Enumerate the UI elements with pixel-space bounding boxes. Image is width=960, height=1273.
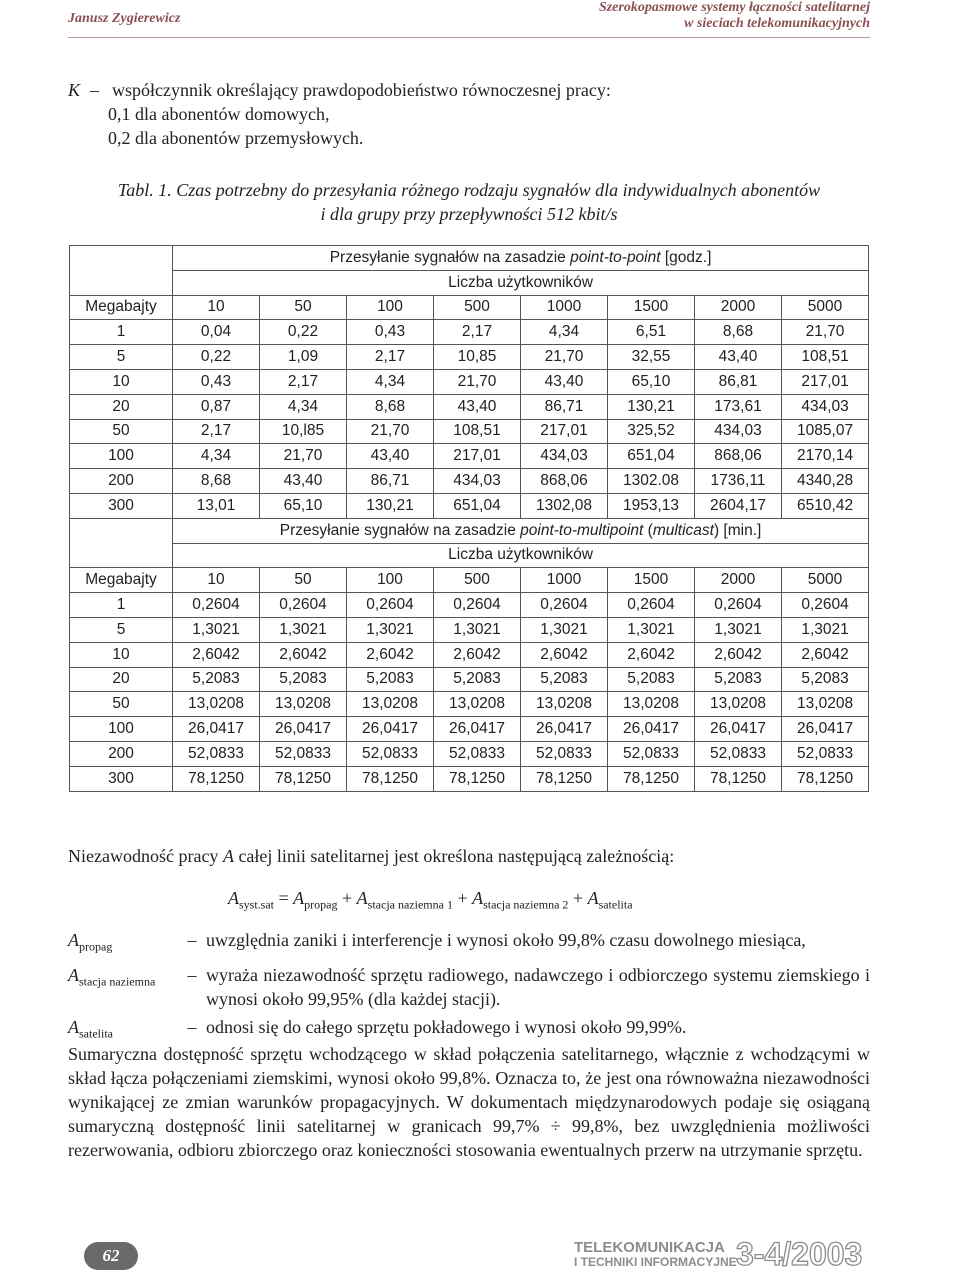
- value-cell: 2,17: [260, 369, 347, 394]
- value-cell: 10,85: [434, 345, 521, 370]
- value-cell: 868,06: [521, 469, 608, 494]
- value-cell: 5,2083: [434, 667, 521, 692]
- issue-number: 3-4/2003: [736, 1236, 863, 1272]
- megabytes-cell: 10: [70, 642, 173, 667]
- value-cell: 8,68: [347, 394, 434, 419]
- megabytes-cell: 100: [70, 717, 173, 742]
- table-corner: [70, 518, 173, 568]
- k-definition: [68, 78, 611, 150]
- value-cell: 86,71: [347, 469, 434, 494]
- value-cell: 52,0833: [782, 741, 869, 766]
- table-row: [70, 741, 869, 766]
- value-cell: 1,3021: [608, 617, 695, 642]
- megabytes-cell: 300: [70, 766, 173, 791]
- value-cell: 52,0833: [608, 741, 695, 766]
- value-cell: 0,43: [173, 369, 260, 394]
- value-cell: 86,81: [695, 369, 782, 394]
- value-cell: 52,0833: [347, 741, 434, 766]
- value-cell: 13,01: [173, 493, 260, 518]
- value-cell: 21,70: [521, 345, 608, 370]
- value-cell: 5,2083: [695, 667, 782, 692]
- table-caption: [68, 178, 870, 226]
- magazine-name: TELEKOMUNIKACJA I TECHNIKI INFORMACYJNE: [574, 1239, 737, 1269]
- value-cell: 0,2604: [173, 593, 260, 618]
- value-cell: 43,40: [260, 469, 347, 494]
- value-cell: 13,0208: [782, 692, 869, 717]
- value-cell: 0,2604: [782, 593, 869, 618]
- value-cell: 130,21: [608, 394, 695, 419]
- value-cell: 21,70: [434, 369, 521, 394]
- value-cell: 26,0417: [347, 717, 434, 742]
- value-cell: 1,3021: [434, 617, 521, 642]
- section2-users-header: 1500: [608, 568, 695, 593]
- value-cell: 1085,07: [782, 419, 869, 444]
- megabytes-cell: 1: [70, 320, 173, 345]
- value-cell: 86,71: [521, 394, 608, 419]
- value-cell: 2,17: [347, 345, 434, 370]
- value-cell: 868,06: [695, 444, 782, 469]
- section1-mb-label: Megabajty: [70, 295, 173, 320]
- value-cell: 13,0208: [608, 692, 695, 717]
- section2-users-header: 500: [434, 568, 521, 593]
- k-line-domestic: 0,1 dla abonentów domowych,: [108, 104, 330, 124]
- table-row: [70, 692, 869, 717]
- table-row: [70, 469, 869, 494]
- value-cell: 52,0833: [521, 741, 608, 766]
- section1-users-header: 100: [347, 295, 434, 320]
- value-cell: 65,10: [260, 493, 347, 518]
- table-row: [70, 493, 869, 518]
- value-cell: 0,43: [347, 320, 434, 345]
- value-cell: 1,3021: [347, 617, 434, 642]
- value-cell: 1,3021: [782, 617, 869, 642]
- value-cell: 6,51: [608, 320, 695, 345]
- reliability-definitions: [68, 928, 870, 1049]
- megabytes-cell: 200: [70, 469, 173, 494]
- value-cell: 1,3021: [260, 617, 347, 642]
- value-cell: 5,2083: [347, 667, 434, 692]
- value-cell: 0,22: [260, 320, 347, 345]
- value-cell: 2,6042: [173, 642, 260, 667]
- value-cell: 0,2604: [260, 593, 347, 618]
- value-cell: 4340,28: [782, 469, 869, 494]
- megabytes-cell: 100: [70, 444, 173, 469]
- value-cell: 26,0417: [521, 717, 608, 742]
- value-cell: 78,1250: [521, 766, 608, 791]
- table-row: [70, 667, 869, 692]
- section1-users-header: 2000: [695, 295, 782, 320]
- k-text: współczynnik określający prawdopodobieństwo równoczesnej pracy:: [112, 80, 611, 100]
- table-row: [70, 394, 869, 419]
- value-cell: 2,17: [434, 320, 521, 345]
- running-header-title-line1: Szerokopasmowe systemy łączności satelitarnej: [598, 0, 870, 15]
- value-cell: 78,1250: [782, 766, 869, 791]
- value-cell: 78,1250: [260, 766, 347, 791]
- table-row: [70, 766, 869, 791]
- value-cell: 434,03: [782, 394, 869, 419]
- value-cell: 21,70: [260, 444, 347, 469]
- value-cell: 0,2604: [521, 593, 608, 618]
- k-dash: –: [90, 80, 99, 100]
- value-cell: 78,1250: [434, 766, 521, 791]
- value-cell: 32,55: [608, 345, 695, 370]
- value-cell: 13,0208: [521, 692, 608, 717]
- value-cell: 65,10: [608, 369, 695, 394]
- megabytes-cell: 50: [70, 692, 173, 717]
- value-cell: 651,04: [434, 493, 521, 518]
- value-cell: 108,51: [782, 345, 869, 370]
- section1-users-header: 500: [434, 295, 521, 320]
- table-caption-line1: Tabl. 1. Czas potrzebny do przesyłania różnego rodzaju sygnałów dla indywidualnych abonentów: [117, 180, 821, 200]
- section2-users-header: 50: [260, 568, 347, 593]
- value-cell: 1,09: [260, 345, 347, 370]
- value-cell: 8,68: [173, 469, 260, 494]
- table-row: [70, 717, 869, 742]
- section1-users-header: 50: [260, 295, 347, 320]
- section1-users-header: 5000: [782, 295, 869, 320]
- value-cell: 217,01: [521, 419, 608, 444]
- value-cell: 26,0417: [173, 717, 260, 742]
- table-row: [70, 345, 869, 370]
- table-row: [70, 593, 869, 618]
- value-cell: 26,0417: [782, 717, 869, 742]
- reliability-intro: Niezawodność pracy A całej linii satelitarnej jest określona następującą zależnością:: [68, 846, 675, 866]
- table-row: [70, 369, 869, 394]
- table-row: [70, 444, 869, 469]
- value-cell: 78,1250: [695, 766, 782, 791]
- value-cell: 26,0417: [608, 717, 695, 742]
- value-cell: 2,17: [173, 419, 260, 444]
- value-cell: 2,6042: [608, 642, 695, 667]
- value-cell: 6510,42: [782, 493, 869, 518]
- value-cell: 13,0208: [173, 692, 260, 717]
- megabytes-cell: 200: [70, 741, 173, 766]
- megabytes-cell: 50: [70, 419, 173, 444]
- megabytes-cell: 300: [70, 493, 173, 518]
- value-cell: 1,3021: [521, 617, 608, 642]
- value-cell: 10,l85: [260, 419, 347, 444]
- k-symbol: K: [68, 80, 81, 100]
- section1-users-header: 1500: [608, 295, 695, 320]
- section1-users-header: 10: [173, 295, 260, 320]
- value-cell: 0,2604: [347, 593, 434, 618]
- megabytes-cell: 20: [70, 667, 173, 692]
- value-cell: 4,34: [521, 320, 608, 345]
- value-cell: 78,1250: [608, 766, 695, 791]
- section2-users-header: 1000: [521, 568, 608, 593]
- table-row: [70, 419, 869, 444]
- table-row: [70, 642, 869, 667]
- value-cell: 5,2083: [782, 667, 869, 692]
- value-cell: 651,04: [608, 444, 695, 469]
- definition-satelita: $A_{satelita}$ – odnosi się do całego sprzętu pokładowego i wynosi około 99,99%.: [68, 1016, 687, 1041]
- section2-users-header: 100: [347, 568, 434, 593]
- value-cell: 21,70: [782, 320, 869, 345]
- value-cell: 0,22: [173, 345, 260, 370]
- value-cell: 1,3021: [695, 617, 782, 642]
- section1-users-label: Liczba użytkowników: [173, 270, 869, 295]
- value-cell: 26,0417: [260, 717, 347, 742]
- section2-users-header: 5000: [782, 568, 869, 593]
- value-cell: 5,2083: [173, 667, 260, 692]
- definition-stacja-naziemna: $A_{stacja naziemna}$ – wyraża niezawodność sprzętu radiowego, nadawczego i odbiorczego systemu ziemskiego i wynosi około 99,95% (dla każdej stacji).: [68, 964, 870, 1009]
- running-header-author: Janusz Zygierewicz: [68, 11, 181, 26]
- value-cell: 2,6042: [782, 642, 869, 667]
- value-cell: 0,04: [173, 320, 260, 345]
- megabytes-cell: 5: [70, 617, 173, 642]
- value-cell: 217,01: [434, 444, 521, 469]
- value-cell: 52,0833: [434, 741, 521, 766]
- value-cell: 13,0208: [347, 692, 434, 717]
- value-cell: 2,6042: [695, 642, 782, 667]
- value-cell: 2,6042: [347, 642, 434, 667]
- value-cell: 26,0417: [434, 717, 521, 742]
- table-corner: [70, 246, 173, 296]
- table-row: [70, 617, 869, 642]
- page-number: 62: [84, 1242, 138, 1270]
- megabytes-cell: 20: [70, 394, 173, 419]
- value-cell: 1302,08: [521, 493, 608, 518]
- value-cell: 4,34: [347, 369, 434, 394]
- value-cell: 108,51: [434, 419, 521, 444]
- value-cell: 13,0208: [260, 692, 347, 717]
- value-cell: 434,03: [695, 419, 782, 444]
- value-cell: 1953,13: [608, 493, 695, 518]
- running-header-title-line2: w sieciach telekomunikacyjnych: [684, 16, 870, 31]
- value-cell: 2,6042: [521, 642, 608, 667]
- value-cell: 43,40: [695, 345, 782, 370]
- value-cell: 43,40: [521, 369, 608, 394]
- value-cell: 21,70: [347, 419, 434, 444]
- value-cell: 5,2083: [608, 667, 695, 692]
- value-cell: 0,87: [173, 394, 260, 419]
- value-cell: 78,1250: [173, 766, 260, 791]
- value-cell: 2,6042: [260, 642, 347, 667]
- value-cell: 0,2604: [695, 593, 782, 618]
- section1-title: Przesyłanie sygnałów na zasadzie point-to-point [godz.]: [173, 246, 869, 271]
- value-cell: 52,0833: [173, 741, 260, 766]
- value-cell: 1736,11: [695, 469, 782, 494]
- section2-mb-label: Megabajty: [70, 568, 173, 593]
- value-cell: 2170,14: [782, 444, 869, 469]
- value-cell: 0,2604: [608, 593, 695, 618]
- value-cell: 5,2083: [260, 667, 347, 692]
- value-cell: 130,21: [347, 493, 434, 518]
- section1-users-header: 1000: [521, 295, 608, 320]
- value-cell: 173,61: [695, 394, 782, 419]
- table-row: [70, 320, 869, 345]
- value-cell: 1,3021: [173, 617, 260, 642]
- megabytes-cell: 10: [70, 369, 173, 394]
- value-cell: 2604,17: [695, 493, 782, 518]
- value-cell: 4,34: [260, 394, 347, 419]
- running-header-title: [599, 0, 870, 32]
- value-cell: 26,0417: [695, 717, 782, 742]
- value-cell: 325,52: [608, 419, 695, 444]
- k-line-industrial: 0,2 dla abonentów przemysłowych.: [108, 128, 364, 148]
- table-caption-line2: i dla grupy przy przepływności 512 kbit/s: [320, 204, 618, 224]
- header-rule: [68, 37, 870, 38]
- value-cell: 0,2604: [434, 593, 521, 618]
- section2-users-header: 10: [173, 568, 260, 593]
- reliability-formula: $A_{syst.sat} = A_{propag} + A_{stacja naziemna 1} + A_{stacja naziemna 2} + A_{satelita}$: [228, 888, 633, 912]
- value-cell: 78,1250: [347, 766, 434, 791]
- section2-users-header: 2000: [695, 568, 782, 593]
- section2-users-label: Liczba użytkowników: [173, 543, 869, 568]
- value-cell: 52,0833: [260, 741, 347, 766]
- value-cell: 43,40: [347, 444, 434, 469]
- transfer-time-table: [69, 245, 869, 792]
- value-cell: 8,68: [695, 320, 782, 345]
- value-cell: 217,01: [782, 369, 869, 394]
- megabytes-cell: 5: [70, 345, 173, 370]
- value-cell: 5,2083: [521, 667, 608, 692]
- value-cell: 1302.08: [608, 469, 695, 494]
- definition-propag: $A_{propag}$ – uwzględnia zaniki i interferencje i wynosi około 99,8% czasu dowolnego miesiąca,: [68, 930, 806, 954]
- section2-title: Przesyłanie sygnałów na zasadzie point-to-multipoint (multicast) [min.]: [173, 518, 869, 543]
- value-cell: 2,6042: [434, 642, 521, 667]
- value-cell: 13,0208: [695, 692, 782, 717]
- availability-paragraph: Sumaryczna dostępność sprzętu wchodzącego w skład połączenia satelitarnego, włącznie z wchodzącymi w skład łącza połączeniami ziemskimi, wynosi około 99,8%. Oznacza to, że jest ona równoważna niezawodności wynikającej ze zmian warunków propagacyjnych. W dokumentach międzynarodowych podaje się osiąganą sumaryczną dostępność linii satelitarnej w granicach 99,7% ÷ 99,8%, bez uwzględnienia możliwości rezerwowania, odbioru zbiorczego oraz konieczności stosowania ewentualnych przerw na utrzymanie sprzętu.: [68, 1044, 870, 1160]
- value-cell: 13,0208: [434, 692, 521, 717]
- value-cell: 52,0833: [695, 741, 782, 766]
- megabytes-cell: 1: [70, 593, 173, 618]
- value-cell: 434,03: [434, 469, 521, 494]
- value-cell: 434,03: [521, 444, 608, 469]
- value-cell: 43,40: [434, 394, 521, 419]
- value-cell: 4,34: [173, 444, 260, 469]
